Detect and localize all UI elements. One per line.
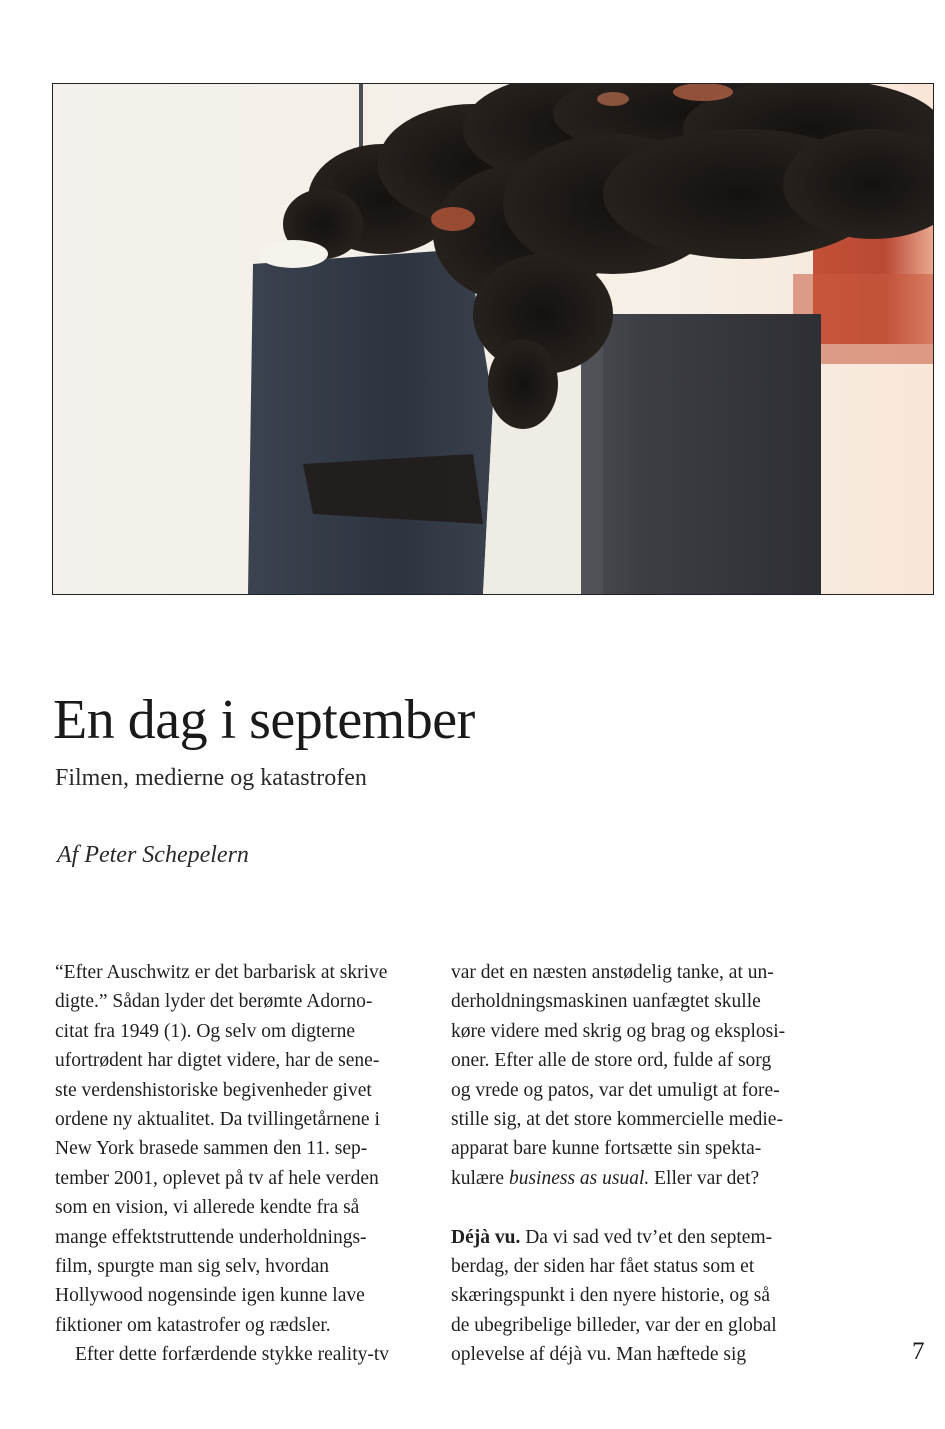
body-column-right [451, 958, 811, 1370]
photo-image [53, 84, 933, 594]
text-line: Efter dette forfærdende stykke reality-tv [75, 1344, 390, 1366]
text-run: kulære [451, 1167, 509, 1189]
text-line [451, 1164, 811, 1193]
text-line: var det en næsten anstødelig tanke, at un- [451, 962, 774, 983]
text-line: køre videre med skrig og brag og eksplosi- [451, 1020, 786, 1042]
text-line: citat fra 1949 (1). Og selv om digterne [55, 1020, 355, 1042]
text-line [451, 1223, 811, 1252]
page-number: 7 [912, 1338, 925, 1365]
text-line: som en vision, vi allerede kendte fra så [55, 1197, 360, 1219]
text-line: fiktioner om katastrofer og rædsler. [55, 1314, 331, 1336]
article-byline: Af Peter Schepelern [57, 842, 249, 868]
text-line: stille sig, at det store kommercielle medie- [451, 1109, 783, 1131]
text-line: og vrede og patos, var det umuligt at fore- [451, 1079, 780, 1101]
article-subtitle: Filmen, medierne og katastrofen [55, 765, 367, 791]
paragraph [451, 958, 811, 1193]
text-run: Da vi sad ved tv’et den septem- [520, 1226, 773, 1248]
article-title: En dag i september [53, 689, 475, 751]
text-run: Eller var det? [649, 1167, 760, 1189]
section-run-in-heading: Déjà vu. [451, 1226, 521, 1248]
body-column-left [55, 958, 405, 1370]
text-line: film, spurgte man sig selv, hvordan [55, 1256, 330, 1278]
text-line: skæringspunkt i den nyere historie, og så [451, 1285, 770, 1307]
text-line: digte.” Sådan lyder det berømte Adorno- [55, 991, 373, 1013]
text-line: apparat bare kunne fortsætte sin spekta- [451, 1138, 762, 1160]
text-line: mange effektstruttende underholdnings- [55, 1226, 367, 1248]
text-line: de ubegribelige billeder, var der en global [451, 1314, 777, 1336]
text-line: New York brasede sammen den 11. sep- [55, 1138, 368, 1160]
text-line: Hollywood nogensinde igen kunne lave [55, 1285, 365, 1307]
text-line: ufortrødent har digtet videre, har de sene- [55, 1050, 380, 1072]
paragraph [55, 958, 405, 1340]
text-line: derholdningsmaskinen uanfægtet skulle [451, 991, 761, 1013]
italic-phrase: business as usual. [508, 1167, 650, 1189]
text-line: “Efter Auschwitz er det barbarisk at skrive [55, 962, 388, 983]
text-line: ste verdenshistoriske begivenheder givet [55, 1079, 372, 1101]
burning-twin-towers-photo [52, 83, 934, 595]
paragraph [55, 1340, 405, 1369]
paragraph [451, 1223, 811, 1370]
text-line: ordene ny aktualitet. Da tvillingetårnene i [55, 1109, 380, 1131]
text-line: oner. Efter alle de store ord, fulde af sorg [451, 1050, 772, 1072]
text-line: tember 2001, oplevet på tv af hele verden [55, 1167, 379, 1189]
text-line: berdag, der siden har fået status som et [451, 1256, 755, 1278]
text-line: oplevelse af déjà vu. Man hæftede sig [451, 1344, 747, 1366]
